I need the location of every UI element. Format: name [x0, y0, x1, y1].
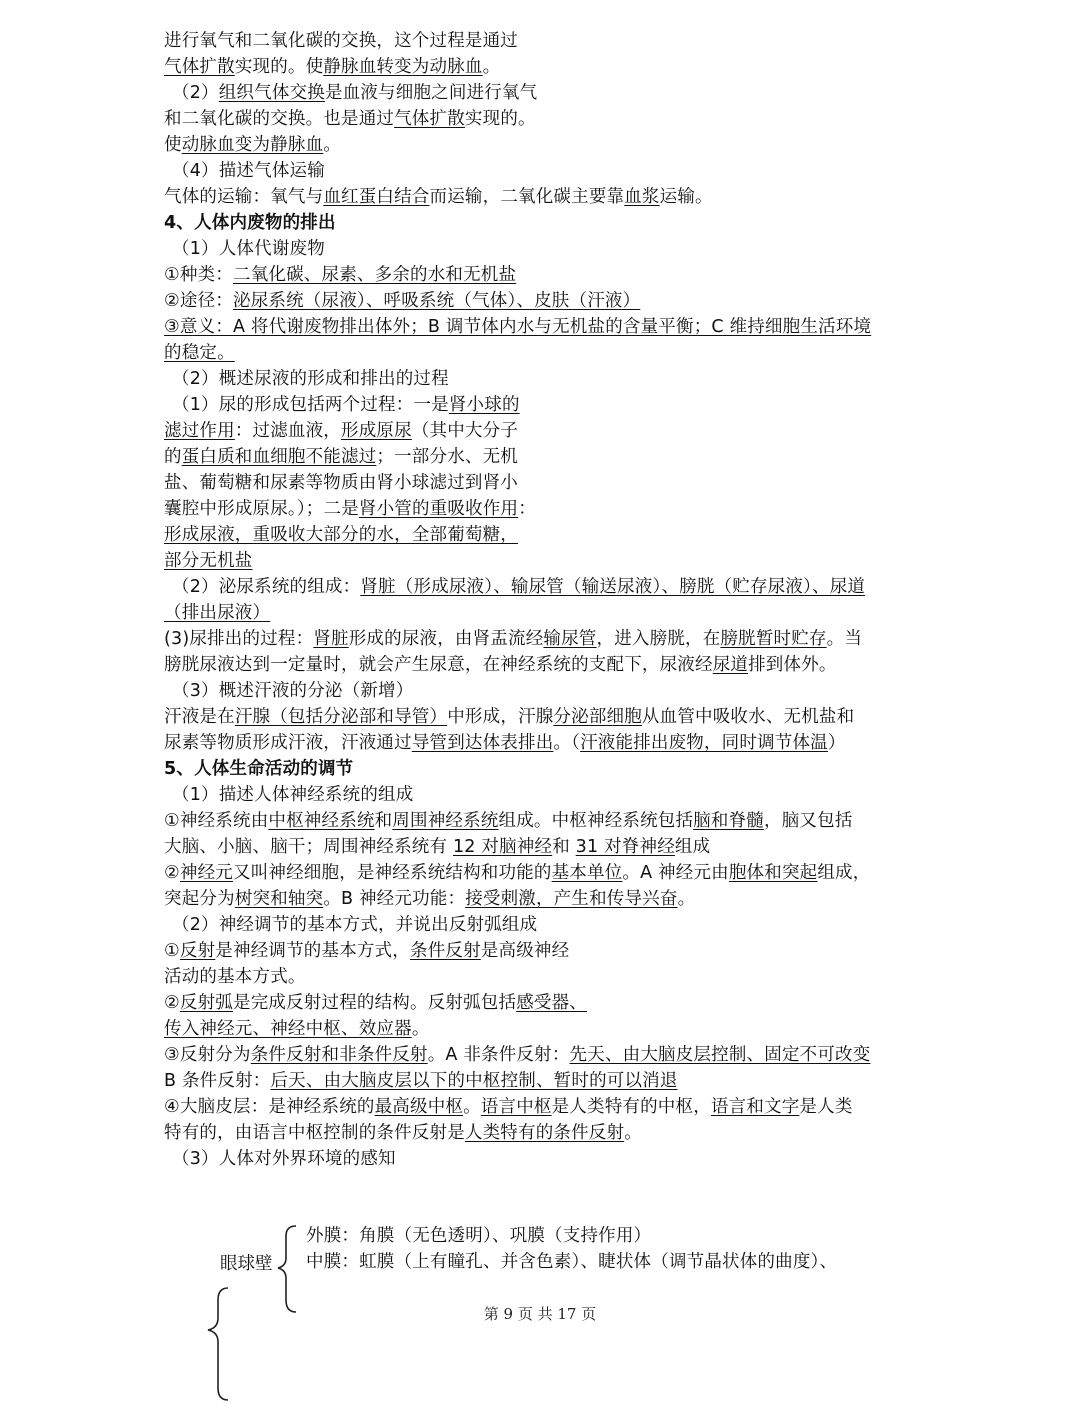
underlined-term: 气体扩散 — [394, 109, 465, 129]
text-segment: 特有的，由语言中枢控制的条件反射是 — [164, 1123, 465, 1143]
text-segment: ： — [518, 499, 536, 519]
text-segment: 大脑、小脑、脑干；周围神经系统有 — [164, 837, 453, 857]
text-segment: （2）概述尿液的形成和排出的过程 — [172, 369, 449, 389]
text-segment: 是高级神经 — [480, 941, 570, 961]
underlined-term: 输尿管 — [543, 629, 597, 649]
text-segment: ① — [164, 941, 180, 961]
text-segment: 的 — [164, 447, 182, 467]
text-segment: 。B 神经元功能： — [323, 889, 466, 909]
underlined-term: 条件反射 — [410, 941, 481, 961]
underlined-term: 感受器、 — [516, 993, 588, 1013]
text-segment: 外膜：角膜（无色透明）、巩膜（支持作用） — [306, 1226, 652, 1246]
text-segment: ② — [164, 863, 180, 883]
text-segment: 。 — [624, 1123, 642, 1143]
text-segment: 汗液是在 — [164, 707, 235, 727]
underlined-term: 脑和脊髓 — [693, 811, 765, 831]
text-segment: （1）人体代谢废物 — [172, 239, 325, 259]
text-segment: （3）概述汗液的分泌（新增） — [172, 681, 414, 701]
underlined-term: 31 对脊神经 — [575, 837, 675, 857]
text-segment: (3)尿排出的过程： — [164, 629, 314, 649]
text-segment: 是血液与细胞之间进行氧气 — [324, 83, 538, 103]
text-segment: 是神经调节的基本方式， — [215, 941, 410, 961]
underlined-term: 基本单位 — [551, 863, 623, 883]
text-segment: B 条件反射： — [164, 1071, 271, 1091]
text-segment: 使 — [164, 135, 182, 155]
underlined-term: 中枢神经系统 — [268, 811, 375, 831]
underlined-term: 肾脏 — [313, 629, 349, 649]
text-segment: 是完成反射过程的结构。反射弧包括 — [233, 993, 517, 1013]
text-segment: （3）人体对外界环境的感知 — [172, 1149, 396, 1169]
text-segment: 盐、葡萄糖和尿素等物质由肾小球滤过到肾小 — [164, 473, 518, 493]
text-segment: 组成， — [817, 863, 871, 883]
underlined-term: 的稳定。 — [164, 343, 235, 363]
underlined-term: 先天、由大脑皮层控制、固定不可改变 — [569, 1045, 871, 1065]
underlined-term: 部分无机盐 — [164, 551, 253, 571]
text-segment: 而运输，二氧化碳主要靠 — [429, 187, 625, 207]
text-segment: 中膜：虹膜（上有瞳孔、并含色素）、睫状体（调节晶状体的曲度）、 — [306, 1252, 838, 1272]
underlined-term: 气体扩散 — [164, 57, 235, 77]
text-segment: 是人类 — [799, 1097, 853, 1117]
text-segment: 组成 — [674, 837, 711, 857]
underlined-term: 肾小球的 — [448, 395, 520, 415]
underlined-term: 二氧化碳、尿素、多余的水和无机盐 — [233, 265, 517, 285]
text-segment: （1）描述人体神经系统的组成 — [172, 785, 414, 805]
text-segment: ，进入膀胱，在 — [596, 629, 721, 649]
underlined-term: （排出尿液） — [164, 603, 271, 623]
text-segment: ①种类： — [164, 265, 233, 285]
text-segment: ①神经系统由 — [164, 811, 269, 831]
underlined-term: 后天、由大脑皮层以下的中枢控制、暂时的可以消退 — [270, 1071, 678, 1091]
underlined-term: 传入神经元、神经中枢、效应器 — [164, 1019, 412, 1039]
text-segment: 和 — [374, 811, 393, 831]
text-segment: ） — [827, 733, 846, 753]
underlined-term: 肾脏（形成尿液）、输尿管（输送尿液）、膀胱（贮存尿液）、尿道 — [360, 577, 866, 597]
underlined-term: 反射弧 — [179, 993, 233, 1013]
underlined-term: 人类特有的条件反射 — [464, 1123, 625, 1143]
text-segment: 进行氧气和二氧化碳的交换，这个过程是通过 — [164, 31, 518, 51]
text-segment: 组成。中枢神经系统包括 — [498, 811, 694, 831]
underlined-term: ③意义：A 将代谢废物排出体外；B 调节体内水与无机盐的含量平衡；C 维持细胞生活环境 — [164, 317, 872, 337]
text-segment: 和 — [552, 837, 576, 857]
page-footer: 第 9 页 共 17 页 — [483, 1305, 597, 1323]
text-segment: 尿素等物质形成汗液，汗液通过 — [164, 733, 412, 753]
text-segment: 。 — [323, 135, 342, 155]
underlined-term: 形成原尿 — [341, 421, 412, 441]
underlined-term: 反射 — [179, 941, 216, 961]
eye-wall-label: 眼球壁 — [220, 1254, 273, 1274]
underlined-term: 组织气体交换 — [218, 83, 325, 103]
underlined-term: 形成尿液，重吸收大部分的水，全部葡萄糖， — [164, 525, 518, 545]
text-segment: 4、人体内废物的排出 — [164, 213, 336, 233]
text-segment: 实现的。使 — [234, 57, 324, 77]
text-segment: ②途径： — [164, 291, 233, 311]
text-segment: 排到体外。 — [748, 655, 837, 675]
text-segment: 气体的运输：氧气与 — [164, 187, 324, 207]
text-segment: 5、人体生命活动的调节 — [164, 759, 354, 779]
underlined-term: 蛋白质和血细胞不能滤过 — [181, 447, 377, 467]
text-segment: 。A 神经元由 — [622, 863, 729, 883]
text-segment: （2）泌尿系统的组成： — [172, 577, 361, 597]
text-segment: 。 — [482, 57, 501, 77]
text-segment: ④大脑皮层：是神经系统的 — [164, 1097, 375, 1117]
underlined-term: 血浆 — [624, 187, 660, 207]
text-segment: 。 — [677, 889, 696, 909]
underlined-term: 血红蛋白结合 — [323, 187, 430, 207]
underlined-term: 汗液能排出废物，同时调节体温 — [580, 733, 828, 753]
underlined-term: 膀胱暂时贮存 — [720, 629, 827, 649]
text-segment: 是人类特有的中枢， — [551, 1097, 711, 1117]
text-segment: 中形成，汗腺 — [447, 707, 554, 727]
underlined-term: 语言中枢 — [480, 1097, 552, 1117]
text-segment: ；一部分水、无机 — [376, 447, 519, 467]
underlined-term: 神经元 — [179, 863, 233, 883]
text-segment: 活动的基本方式。 — [164, 967, 306, 987]
eye-wall-brace — [278, 1226, 296, 1312]
text-segment: 运输。 — [659, 187, 713, 207]
text-segment: 。A 非条件反射： — [427, 1045, 570, 1065]
underlined-term: 胞体和突起 — [728, 863, 818, 883]
text-segment: 囊腔中形成原尿。）；二是 — [164, 499, 359, 519]
text-segment: 从血管中吸收水、无机盐和 — [641, 707, 855, 727]
text-segment: 又叫神经细胞，是神经系统结构和功能的 — [233, 863, 552, 883]
text-segment: （2） — [172, 83, 219, 103]
text-segment: ② — [164, 993, 180, 1013]
underlined-term: 接受刺激，产生和传导兴奋 — [465, 889, 678, 909]
underlined-term: 尿道 — [712, 655, 749, 675]
text-segment: 。当 — [826, 629, 863, 649]
underlined-term: 静脉血转变为动脉血 — [323, 57, 483, 77]
underlined-term: 语言和文字 — [710, 1097, 800, 1117]
underlined-term: 动脉血变为静脉血 — [181, 135, 324, 155]
text-segment: ③反射分为 — [164, 1045, 251, 1065]
text-segment: （4）描述气体运输 — [172, 161, 325, 181]
underlined-term: 肾小管的重吸收作用 — [358, 499, 519, 519]
underlined-term: 12 对脑神经 — [452, 837, 553, 857]
text-segment: 形成的尿液，由肾盂流经 — [348, 629, 544, 649]
text-segment: （1）尿的形成包括两个过程：一是 — [172, 395, 449, 415]
underlined-term: 泌尿系统（尿液）、呼吸系统（气体）、皮肤（汗液） — [233, 291, 641, 311]
text-segment: 。 — [463, 1097, 481, 1117]
text-segment: ：过滤血液， — [234, 421, 342, 441]
underlined-term: 分泌部细胞 — [553, 707, 642, 727]
text-segment: ，脑又包括 — [764, 811, 853, 831]
text-segment: （其中大分子 — [411, 421, 519, 441]
underlined-term: 最高级中枢 — [374, 1097, 464, 1117]
text-segment: 突起分为 — [164, 889, 235, 909]
underlined-term: 滤过作用 — [164, 421, 235, 441]
underlined-term: 条件反射和非条件反射 — [250, 1045, 428, 1065]
text-segment: 和二氧化碳的交换。也是通过 — [164, 109, 395, 129]
underlined-term: 周围神经系统 — [392, 811, 499, 831]
underlined-term: 汗腺（包括分泌部和导管） — [234, 707, 448, 727]
text-segment: 。 — [411, 1019, 430, 1039]
text-segment: 。（ — [553, 733, 581, 753]
text-segment: 膀胱尿液达到一定量时，就会产生尿意，在神经系统的支配下，尿液经 — [164, 655, 713, 675]
text-segment: 实现的。 — [464, 109, 536, 129]
underlined-term: 导管到达体表排出 — [411, 733, 554, 753]
underlined-term: 树突和轴突 — [234, 889, 324, 909]
text-segment: （2）神经调节的基本方式，并说出反射弧组成 — [172, 915, 538, 935]
